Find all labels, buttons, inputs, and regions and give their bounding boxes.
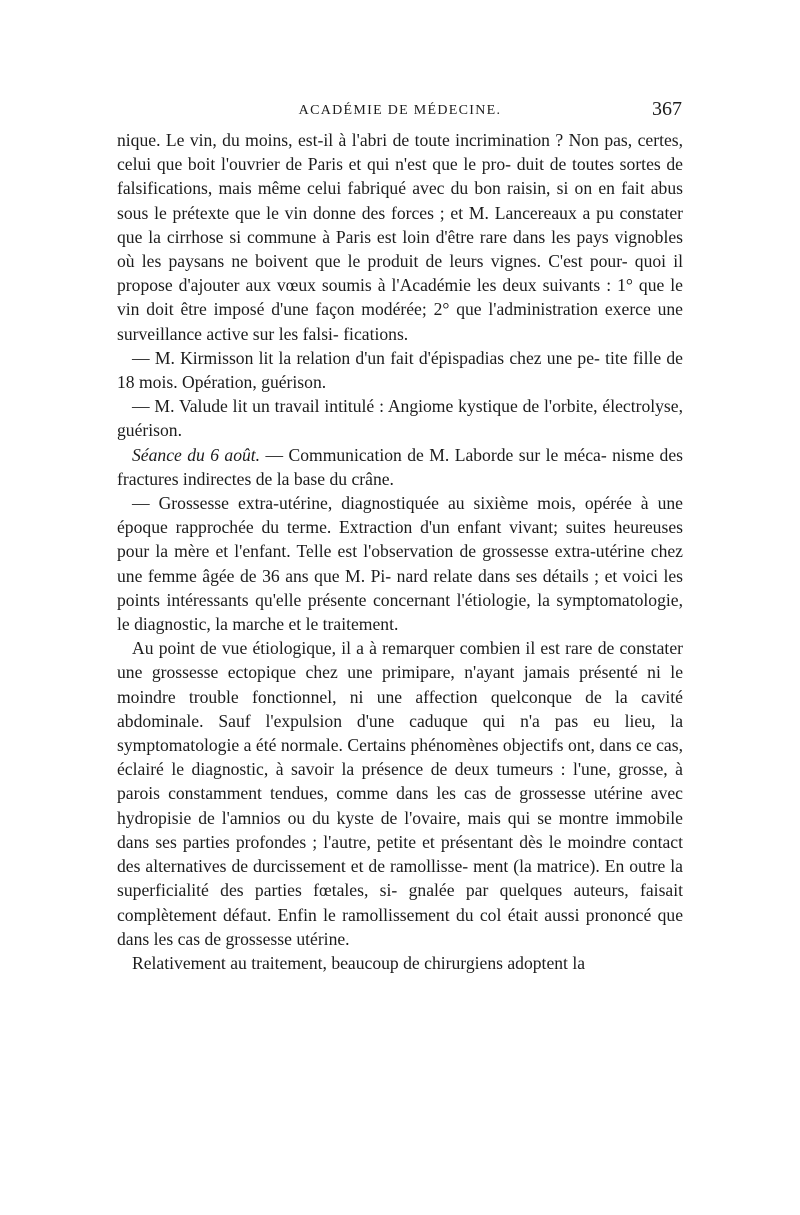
paragraph-kirmisson: — M. Kirmisson lit la relation d'un fait d'épispadias chez une pe- tite fille de 18 mois. Opération, guérison. — [117, 347, 683, 393]
paragraph-etiologie: Au point de vue étiologique, il a à remarquer combien il est rare de constater une grossesse ectopique chez une primipare, n'ayant jamais présenté ni le moindre trouble fonctionnel, ni une affection quelconque de la cavité abdominale. Sauf l'expulsion d'une caduque qui n'a pas eu lieu, la symptomatologie a été normale. Certains phénomènes objectifs ont, dans ce cas, éclairé le diagnostic, à savoir la présence de deux tumeurs : l'une, grosse, à parois constamment tendues, comme dans les cas de grossesse utérine avec hydropisie de l'amnios ou du kyste de l'ovaire, mais qui se montre immobile dans ses parties profondes ; l'autre, petite et présentant dès le moindre contact des alternatives de durcissement et de ramollisse- ment (la matrice). En outre la superficialité des parties fœtales, si- gnalée par quelques auteurs, faisait complètement défaut. Enfin le ramollissement du col était aussi prononcé que dans les cas de grossesse utérine. — [117, 638, 684, 949]
seance-date-label: Séance du 6 août. — [132, 444, 261, 465]
page-number: 367 — [652, 98, 682, 120]
paragraph-grossesse: — Grossesse extra-utérine, diagnostiquée au sixième mois, opérée à une époque rapprochée du terme. Extraction d'un enfant vivant; suites heureuses pour la mère et l'enfant. Telle est l'observation de grossesse extra-utérine chez une femme âgée de 36 ans que M. Pi- nard relate dans ses détails ; et voici les points intéressants qu'elle présente concernant l'étiologie, la symptomatologie, le diagnostic, la marche et le traitement. — [117, 493, 683, 635]
paragraph-lancereaux: nique. Le vin, du moins, est-il à l'abri de toute incrimination ? Non pas, certes, celui que boit l'ouvrier de Paris et qui n'est que le pro- duit de toutes sortes de falsifications, mais même celui fabriqué avec du bon raisin, si on en fait abus sous le prétexte que le vin donne des forces ; et M. Lancereaux a pu constater que la cirrhose si commune à Paris est loin d'être rare dans les pays vignobles où les paysans ne boivent que le produit de leurs vignes. C'est pour- quoi il propose d'ajouter aux vœux soumis à l'Académie les deux suivants : 1° que le vin doit être imposé d'une façon modérée; 2° que l'administration exerce une surveillance active sur les falsi- fications. — [117, 130, 684, 344]
running-title: ACADÉMIE DE MÉDECINE. — [298, 103, 502, 118]
body-text — [117, 128, 683, 975]
paragraph-valude: — M. Valude lit un travail intitulé : Angiome kystique de l'orbite, électrolyse, guérison. — [117, 396, 683, 441]
paragraph-traitement: Relativement au traitement, beaucoup de chirurgiens adoptent la — [132, 952, 586, 973]
page-header — [118, 98, 682, 128]
paragraph-seance-6-aout: Séance du 6 août. — Communication de M. Laborde sur le méca- nisme des fractures indirectes de la base du crâne. — [117, 444, 683, 489]
